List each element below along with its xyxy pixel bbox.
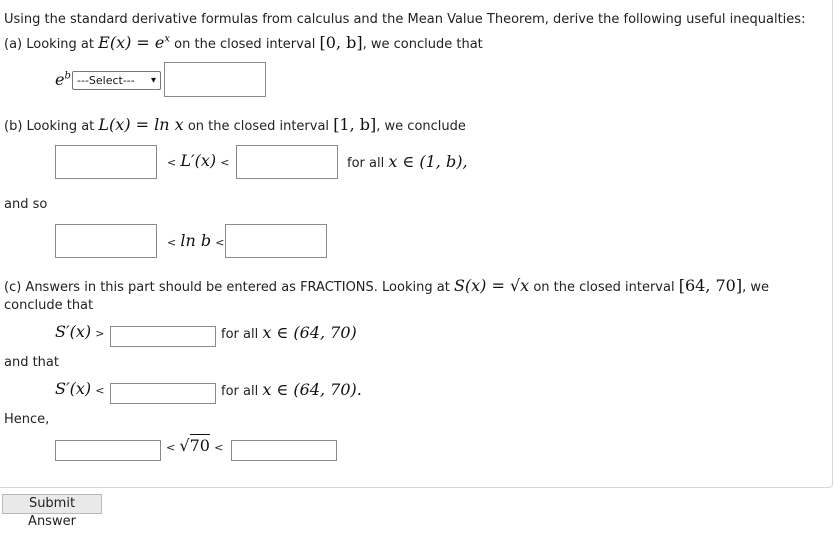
part-a-mid: on the closed interval	[174, 37, 316, 52]
and-that-text: and that	[4, 355, 59, 370]
part-c-line1	[4, 276, 769, 295]
part-b-derivative-expr: < L′(x) <	[167, 151, 230, 170]
part-c-lower-bound-input[interactable]	[110, 326, 216, 347]
sqrt-70-expr: < √70 <	[166, 436, 224, 455]
part-b-derivative: L′(x)	[180, 151, 217, 170]
and-so-text: and so	[4, 197, 48, 212]
part-b-lnb-expr: < ln b <	[167, 231, 225, 250]
intro-text: Using the standard derivative formulas from calculus and the Mean Value Theorem, derive the following useful inequalties:	[4, 12, 806, 27]
part-b-suffix: , we conclude	[376, 119, 466, 134]
part-b-interval: [1, b]	[333, 115, 377, 134]
part-b-mid: on the closed interval	[187, 119, 330, 134]
part-c-intro: (c) Answers in this part should be entered as FRACTIONS. Looking at	[4, 280, 450, 295]
part-c-mid: on the closed interval	[533, 280, 675, 295]
part-c-lower-expr: S′(x) >	[55, 322, 105, 341]
part-a-relation-select[interactable]: ---Select--- ▾	[72, 71, 161, 90]
part-c-interval: [64, 70]	[678, 276, 743, 295]
part-a-suffix: , we conclude that	[362, 37, 483, 52]
part-c-function: S(x) = √x	[453, 276, 530, 295]
part-a-function: $E(x) = e^x$	[98, 33, 171, 52]
part-a-interval: [0, b]	[319, 33, 363, 52]
part-b-function: L(x) = ln x	[98, 115, 184, 134]
part-b-lnb: ln b	[180, 231, 212, 250]
submit-answer-button[interactable]: Submit Answer	[2, 494, 102, 514]
part-b-upper2-input[interactable]	[225, 224, 327, 258]
part-c-domain2: for all x ∈ (64, 70).	[221, 380, 362, 399]
part-a-answer-input[interactable]	[164, 62, 266, 97]
part-b-prefix: (b) Looking at	[4, 119, 95, 134]
part-b-lower2-input[interactable]	[55, 224, 157, 258]
part-c-suffix: , we	[742, 280, 769, 295]
part-a-prefix: (a) Looking at	[4, 37, 94, 52]
chevron-down-icon: ▾	[150, 75, 156, 86]
hence-upper-input[interactable]	[231, 440, 337, 461]
part-b-lower-input[interactable]	[55, 145, 157, 179]
hence-text: Hence,	[4, 412, 50, 427]
hence-lower-input[interactable]	[55, 440, 161, 461]
part-b-domain: for all x ∈ (1, b),	[347, 152, 468, 171]
sqrt-symbol: √	[179, 436, 190, 455]
part-a-line	[4, 33, 483, 52]
part-c-upper-bound-input[interactable]	[110, 383, 216, 404]
part-b-upper-input[interactable]	[236, 145, 338, 179]
part-c-domain1: for all x ∈ (64, 70)	[221, 323, 357, 342]
part-a-lhs: $e^b$	[55, 70, 71, 89]
part-b-line	[4, 115, 466, 134]
sqrt-value: 70	[189, 436, 210, 455]
part-c-upper-expr: S′(x) <	[55, 379, 105, 398]
part-c-line2: conclude that	[4, 298, 94, 313]
